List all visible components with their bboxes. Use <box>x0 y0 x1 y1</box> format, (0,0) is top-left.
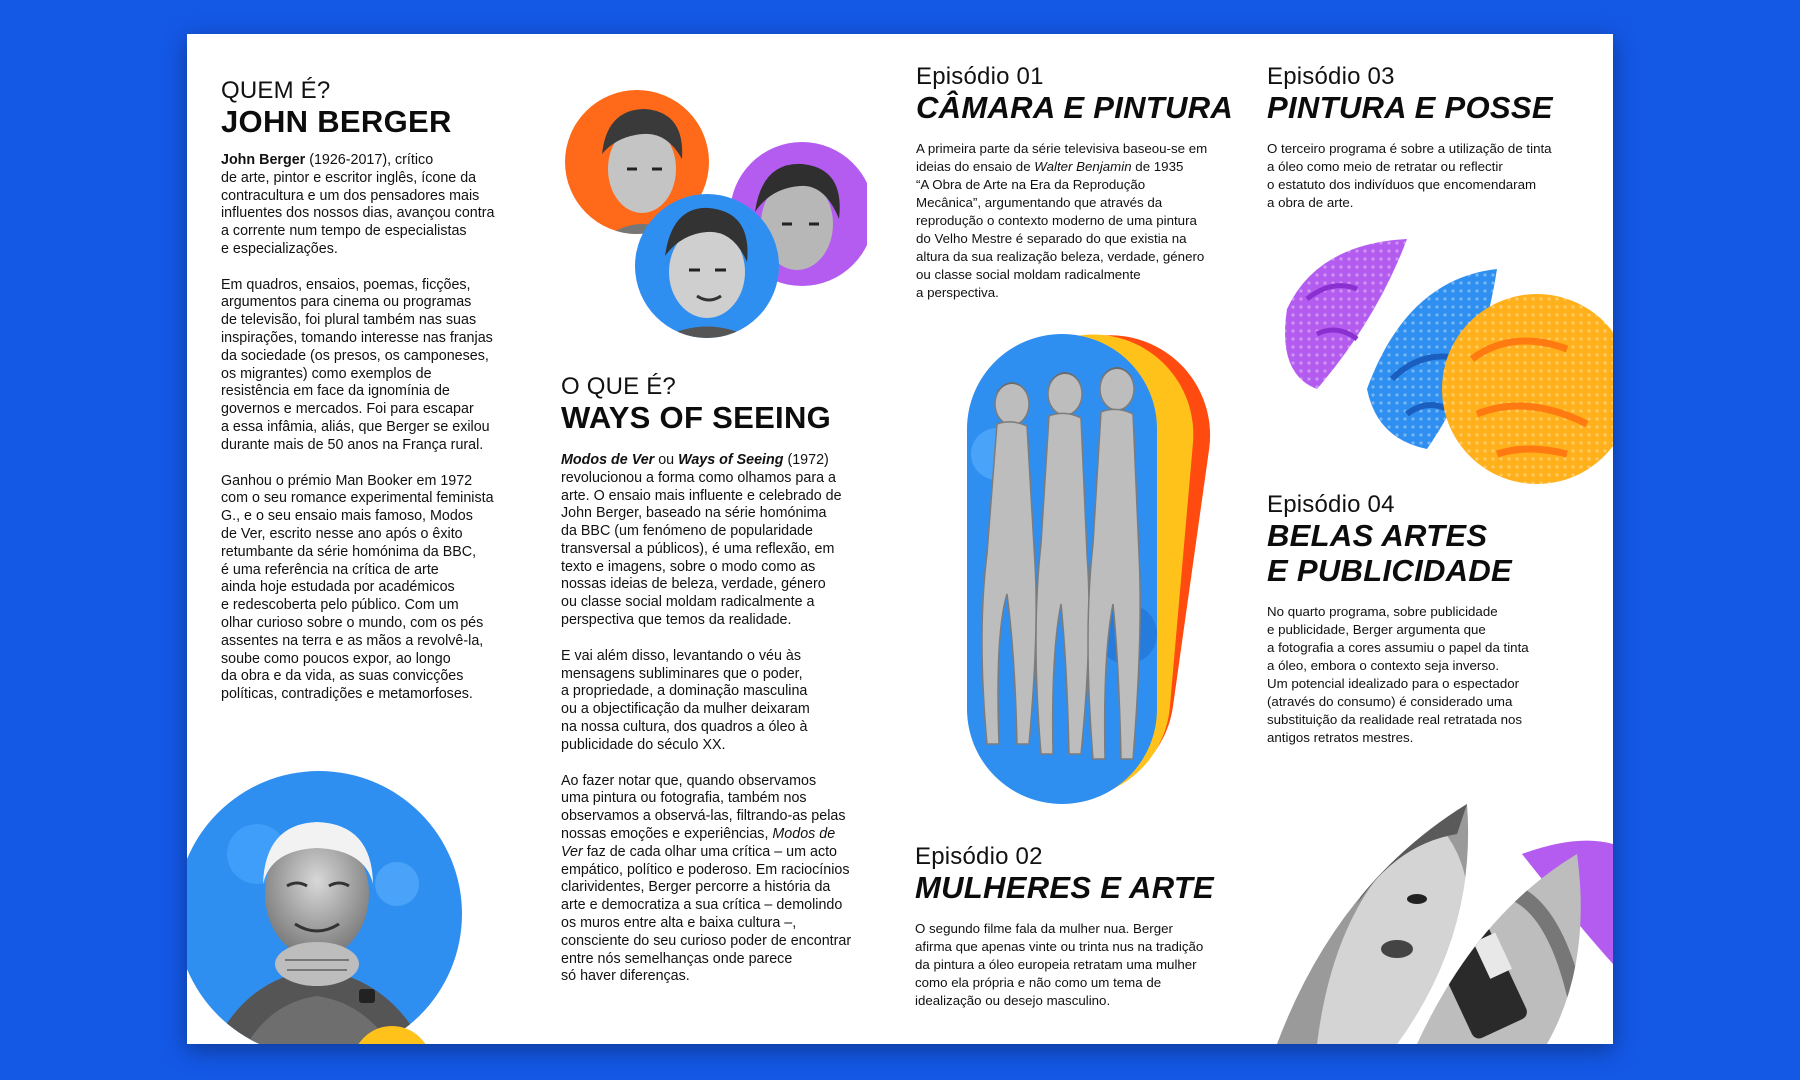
berger-faces-collage <box>557 84 867 344</box>
wos-title-en: Ways of Seeing <box>678 451 784 468</box>
episode-03-section <box>1267 64 1587 212</box>
episode-01-title: CÂMARA E PINTURA <box>916 90 1234 126</box>
bio-paragraph-1 <box>221 152 531 259</box>
bio-paragraph-2: Em quadros, ensaios, poemas, ficções, argumentos para cinema ou programas de televisão, foi plural também nas suas inspirações, tomando interesse nas franjas da sociedade (os presos, os camponeses, os migrantes) como exemplos de resistência em face da ignomínia de governos e mercados. Foi para escapar a essa infâmia, aliás, que Berger se exilou durante mais de 50 anos na França rural. <box>221 276 493 453</box>
wos-paragraph-2: E vai além disso, levantando o véu às mensagens subliminares que o poder, a propriedade, a dominação masculina ou a objectificação da mulher deixaram na nossa cultura, dos quadros a óleo à publicidade do século XX. <box>561 647 810 753</box>
episode-02-title: MULHERES E ARTE <box>915 870 1215 906</box>
brochure-sheet <box>187 34 1613 1044</box>
paintings-collage <box>1257 239 1613 504</box>
episode-04-title-line-2: E PUBLICIDADE <box>1267 552 1513 588</box>
berger-portrait <box>187 764 467 1044</box>
bio-paragraph-3: Ganhou o prémio Man Booker em 1972 com o seu romance experimental feminista G., e o seu ensaio mais famoso, Modos de Ver, escrito nesse ano após o êxito retumbante da série homónima da BBC, é uma referência na crítica de arte ainda hoje estudada por académicos e redescoberta pelo público. Com um olhar curioso sobre o mundo, com os pés assentes na terra e as mãos a revolvê-la, soube como poucos expor, ao longo da obra e da vida, as suas convicções políticas, contradições e metamorfoses. <box>221 472 494 703</box>
episode-02-kicker: Episódio 02 <box>915 843 1043 870</box>
wos-paragraph-3-italic: Modos de Ver <box>561 826 836 860</box>
who-is-kicker: QUEM É? <box>221 77 331 104</box>
episode-04-kicker: Episódio 04 <box>1267 491 1395 518</box>
wos-paragraph-3-a: Ao fazer notar que, quando observamos uma pintura ou fotografia, também nos observamos a observá-las, filtrando-as pelas nossas emoções e experiências, <box>561 772 846 843</box>
ways-of-seeing-title: WAYS OF SEEING <box>561 400 832 436</box>
john-berger-title: JOHN BERGER <box>221 104 452 140</box>
episode-03-text: O terceiro programa é sobre a utilização de tinta a óleo como meio de retratar ou reflectir o estatuto dos indivíduos que encomendaram a obra de arte. <box>1267 140 1552 210</box>
what-is-section <box>561 374 881 986</box>
episode-01-section <box>916 64 1236 302</box>
episode-01-kicker: Episódio 01 <box>916 63 1044 90</box>
wos-title-pt: Modos de Ver <box>561 451 655 468</box>
three-graces-artwork <box>957 334 1217 804</box>
episode-02-text: O segundo filme fala da mulher nua. Berger afirma que apenas vinte ou trinta nus na tradição da pintura a óleo europeia retratam uma mulher como ela própria e não como um tema de idealização ou desejo masculino. <box>915 920 1204 1008</box>
bio-name: John Berger <box>221 151 306 168</box>
advertisement-collage <box>1277 764 1613 1044</box>
wos-paragraph-1 <box>561 452 881 630</box>
wos-or: ou <box>654 451 679 468</box>
bio-paragraph-1-text: (1926-2017), crítico de arte, pintor e escritor inglês, ícone da contracultura e um dos pensadores mais influentes dos nossos dias, avançou contra a corrente num tempo de especialistas e especializações. <box>221 151 495 257</box>
episode-03-kicker: Episódio 03 <box>1267 63 1395 90</box>
who-is-section <box>221 78 531 704</box>
episode-03-title: PINTURA E POSSE <box>1267 90 1553 126</box>
episode-04-text: No quarto programa, sobre publicidade e publicidade, Berger argumenta que a fotografia a cores assumiu o papel da tinta a óleo, embora o contexto seja inverso. Um potencial idealizado para o espectador (através do consumo) é considerado uma substituição da realidade real retratada nos antigos retratos mestres. <box>1267 603 1529 745</box>
what-is-kicker: O QUE É? <box>561 373 676 400</box>
episode-01-text-a: A primeira parte da série televisiva baseou-se em ideias do ensaio de <box>916 140 1208 174</box>
episode-04-title-line-1: BELAS ARTES <box>1267 518 1488 554</box>
episode-04-section <box>1267 492 1587 747</box>
episode-01-text-b: de 1935 “A Obra de Arte na Era da Reprodução Mecânica”, argumentando que através da reprodução o contexto moderno de uma pintura do Velho Mestre é separado do que existia na altura da sua realização beleza, verdade, género ou classe social moldam radicalmente a perspectiva. <box>916 158 1205 300</box>
episode-02-section <box>915 844 1235 1010</box>
episode-01-text <box>916 140 1236 302</box>
wos-paragraph-1-text: (1972) revolucionou a forma como olhamos para a arte. O ensaio mais influente e celebrado de John Berger, baseado na série homónima da BBC (um fenómeno de popularidade transversal a públicos), é uma reflexão, em texto e imagens, sobre o modo como as nossas ideias de beleza, verdade, género ou classe social moldam radicalmente a perspectiva que temos da realidade. <box>561 451 842 629</box>
episode-01-text-italic: Walter Benjamin <box>1034 158 1132 174</box>
wos-paragraph-3-b: faz de cada olhar uma crítica – um acto empático, político e poderoso. Em raciocínios clarividentes, Berger percorre a história da arte e democratiza a sua crítica – demolindo os muros entre alta e baixa cultura –, consciente do seu curioso poder de encontrar entre nós semelhanças onde parece só haver diferenças. <box>561 843 852 985</box>
wos-paragraph-3 <box>561 773 881 987</box>
